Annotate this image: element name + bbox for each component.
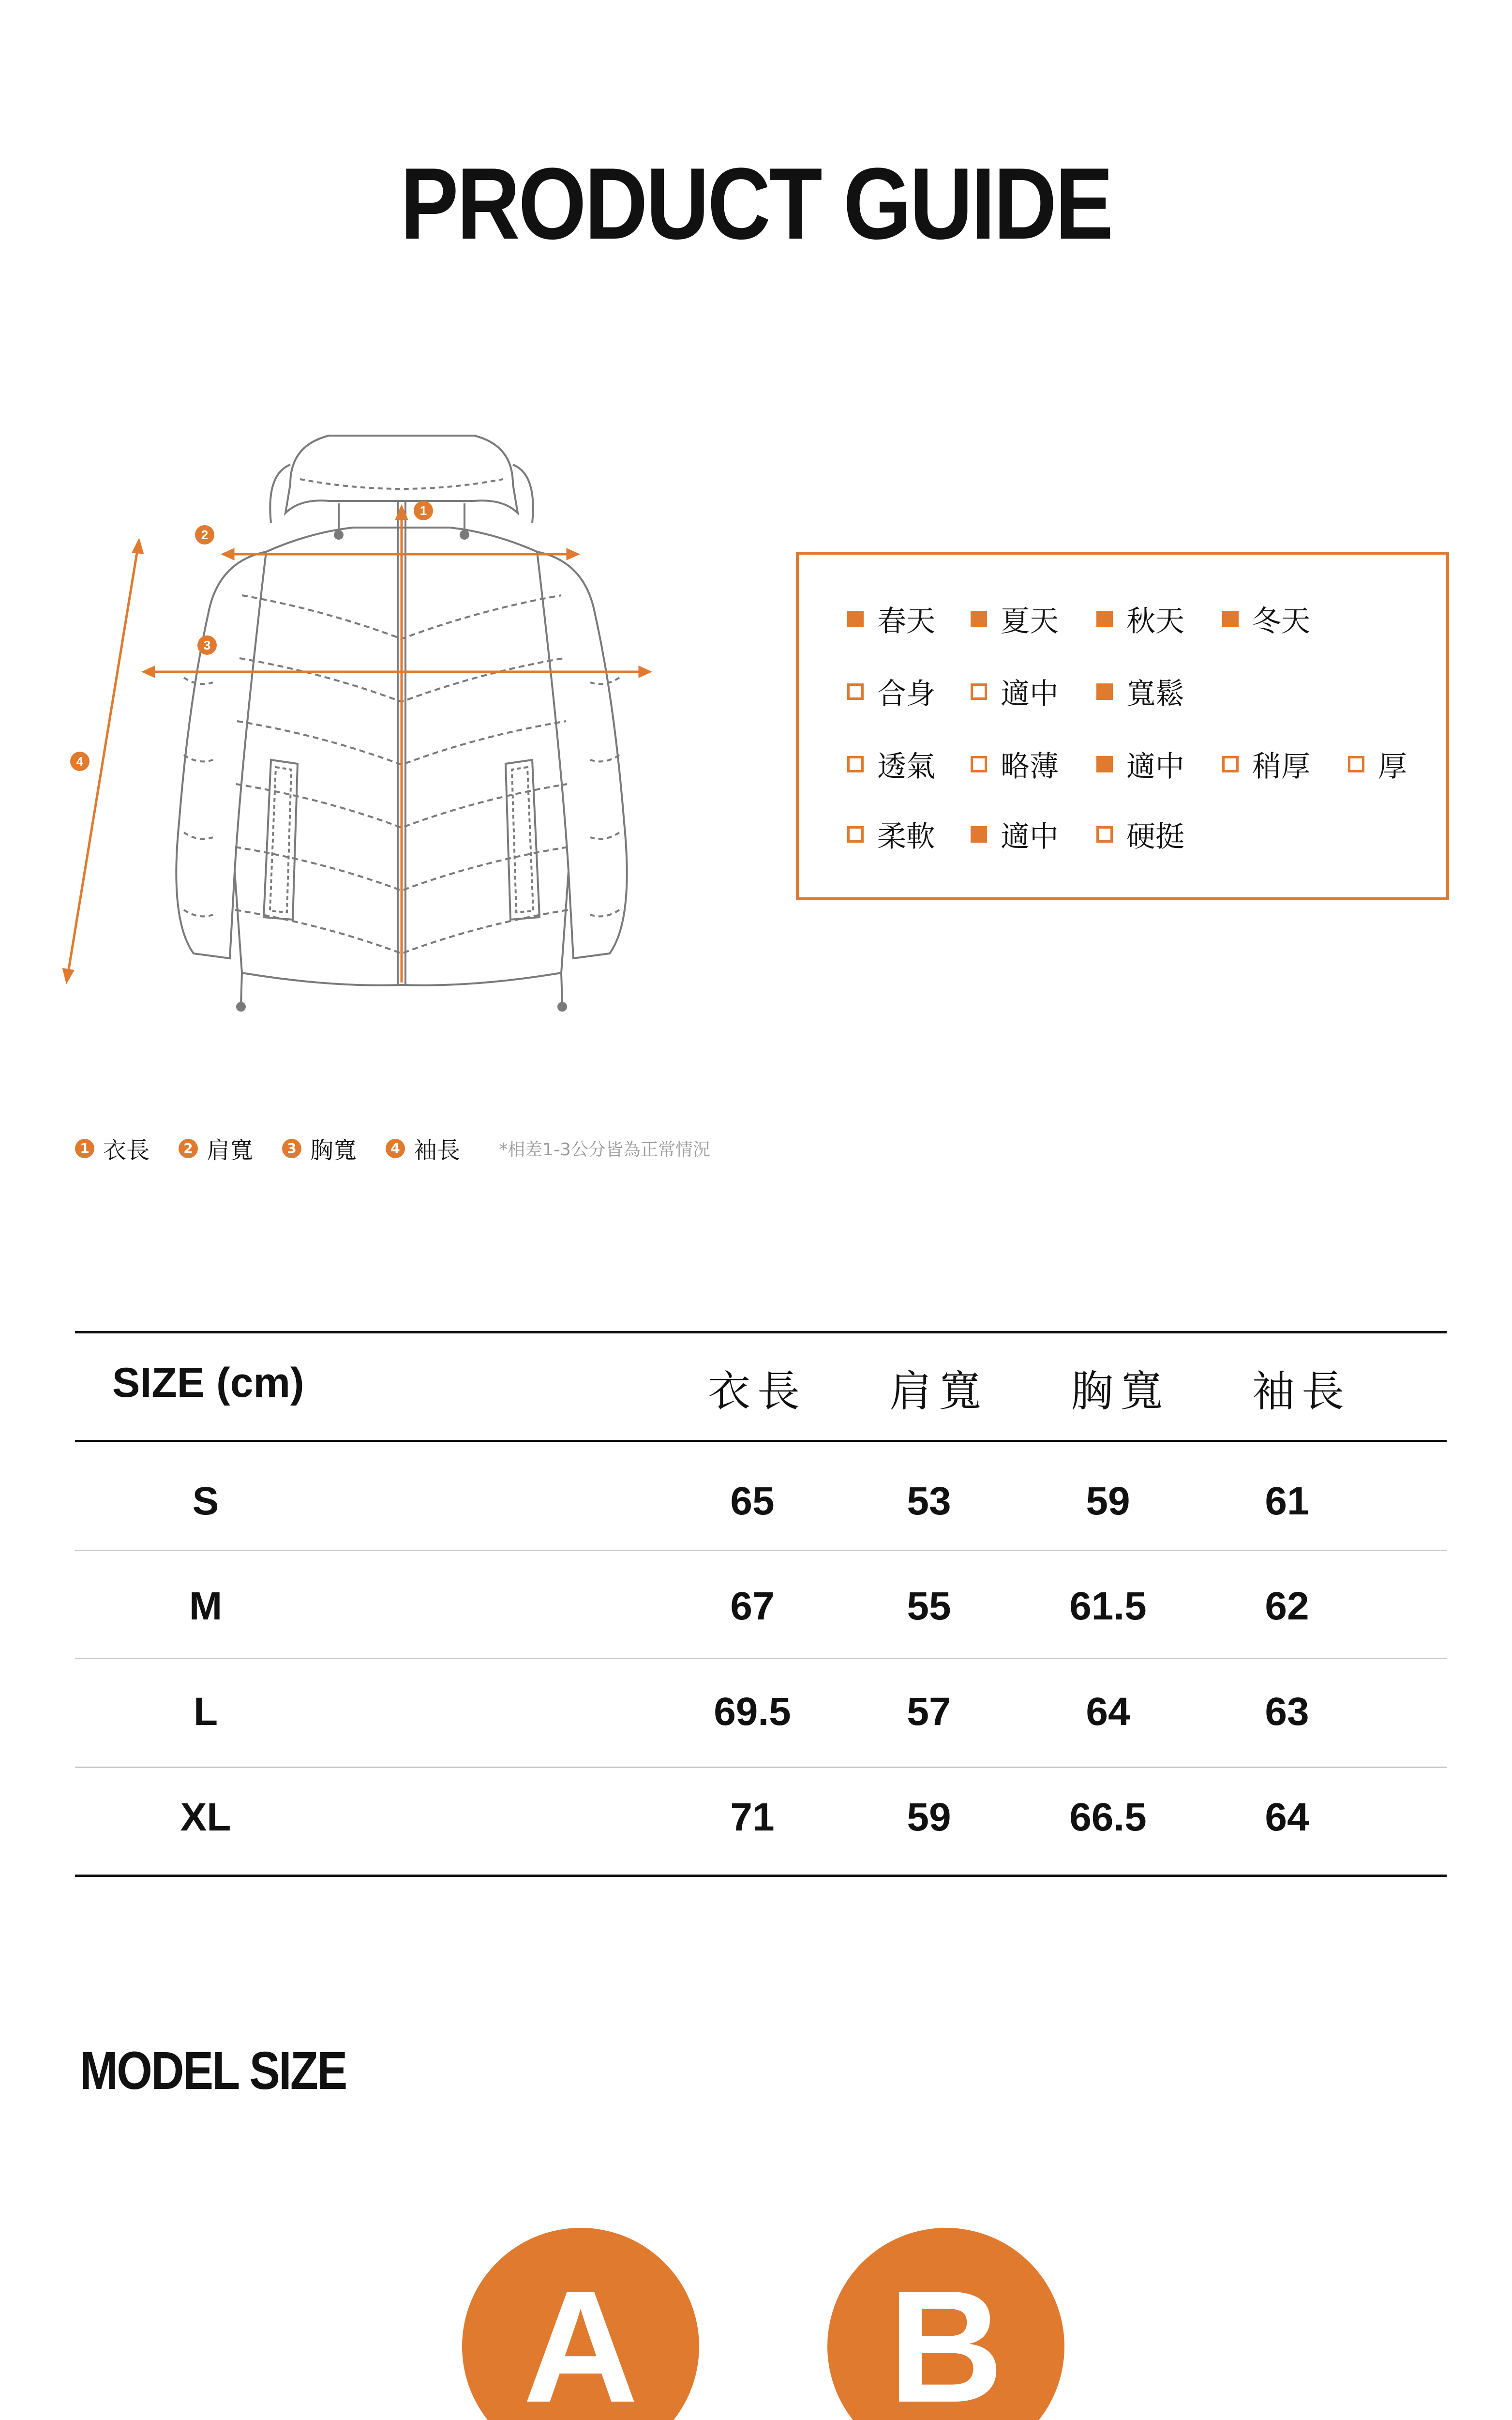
model-a-badge: A [462, 2228, 699, 2420]
size-column-header: SIZE (cm) [112, 1360, 304, 1406]
marker-1 [414, 501, 433, 520]
feature-item [847, 671, 935, 712]
checkbox-icon [847, 683, 864, 700]
feature-item [847, 743, 935, 785]
checkbox-icon [971, 826, 987, 843]
tolerance-note: *相差1-3公分皆為正常情況 [499, 1140, 710, 1160]
table-cell: 55 [907, 1584, 951, 1628]
feature-item [971, 671, 1059, 712]
table-cell: 53 [907, 1479, 951, 1523]
features-panel [796, 552, 1449, 900]
checkbox-icon [1096, 826, 1113, 843]
feature-item [1096, 814, 1184, 855]
checkbox-icon [847, 826, 864, 843]
jacket-diagram [39, 387, 692, 1026]
table-cell: 59 [1086, 1479, 1130, 1523]
model-size-title: MODEL SIZE [80, 2041, 346, 2101]
legend-item [179, 1132, 253, 1165]
number-badge: 4 [386, 1139, 405, 1158]
feature-item [1348, 743, 1407, 785]
row-divider [75, 1550, 1447, 1551]
feature-item [1096, 671, 1184, 712]
svg-text:3: 3 [203, 638, 211, 652]
legend-label: 袖長 [414, 1137, 461, 1164]
svg-text:4: 4 [76, 754, 84, 769]
table-cell: 66.5 [1069, 1795, 1147, 1839]
row-divider [75, 1767, 1447, 1768]
number-badge: 3 [282, 1139, 301, 1158]
legend-item [75, 1132, 150, 1165]
feature-item [971, 598, 1059, 640]
marker-3 [197, 635, 217, 655]
feature-item [971, 814, 1059, 855]
legend-label: 衣長 [103, 1137, 150, 1164]
size-cell: M [189, 1584, 223, 1628]
feature-item [847, 814, 935, 855]
feature-label: 厚 [1378, 750, 1407, 784]
table-cell: 69.5 [714, 1690, 791, 1734]
size-cell: L [193, 1690, 218, 1734]
checkbox-icon [1222, 611, 1239, 627]
feature-item [971, 743, 1059, 785]
shoulder-column-header: 肩寬 [889, 1366, 988, 1416]
marker-2 [195, 525, 214, 544]
table-header-rule [75, 1440, 1447, 1442]
feature-label: 秋天 [1126, 605, 1184, 638]
table-cell: 65 [730, 1479, 775, 1523]
checkbox-icon [1222, 756, 1239, 772]
table-top-rule [75, 1331, 1447, 1333]
table-cell: 63 [1265, 1690, 1309, 1734]
table-cell: 64 [1086, 1690, 1130, 1734]
feature-label: 略薄 [1001, 750, 1059, 784]
checkbox-icon [847, 756, 864, 772]
legend-item [386, 1132, 460, 1165]
table-cell: 61 [1265, 1479, 1309, 1523]
legend-item [282, 1132, 357, 1165]
checkbox-icon [1096, 611, 1113, 627]
table-cell: 61.5 [1069, 1584, 1147, 1628]
table-cell: 67 [730, 1584, 775, 1628]
checkbox-icon [847, 611, 864, 627]
feature-label: 合身 [877, 677, 935, 711]
feature-label: 稍厚 [1252, 750, 1310, 784]
table-bottom-rule [75, 1875, 1447, 1877]
feature-label: 冬天 [1252, 605, 1310, 638]
feature-label: 寬鬆 [1126, 677, 1184, 711]
legend-label: 胸寬 [310, 1137, 357, 1164]
feature-label: 春天 [877, 605, 935, 638]
feature-item [847, 598, 935, 640]
table-cell: 71 [730, 1795, 775, 1839]
row-divider [75, 1658, 1447, 1659]
checkbox-icon [971, 756, 987, 772]
feature-item [1222, 743, 1310, 785]
checkbox-icon [1348, 756, 1364, 772]
number-badge: 1 [75, 1139, 94, 1158]
feature-label: 硬挺 [1126, 820, 1184, 854]
checkbox-icon [971, 611, 987, 627]
measurement-legend [75, 1132, 710, 1165]
feature-item [1096, 743, 1184, 785]
feature-label: 適中 [1001, 820, 1059, 854]
table-cell: 59 [907, 1795, 951, 1839]
feature-label: 透氣 [877, 750, 935, 784]
sleeve-column-header: 袖長 [1252, 1366, 1351, 1416]
checkbox-icon [1096, 756, 1113, 772]
marker-4 [70, 752, 90, 771]
feature-label: 柔軟 [877, 820, 935, 854]
size-cell: S [192, 1479, 219, 1523]
checkbox-icon [971, 683, 987, 700]
svg-text:2: 2 [201, 528, 209, 542]
feature-label: 適中 [1001, 677, 1059, 711]
page-title: PRODUCT GUIDE [400, 147, 1112, 260]
table-cell: 57 [907, 1690, 951, 1734]
checkbox-icon [1096, 683, 1113, 700]
table-cell: 62 [1265, 1584, 1309, 1628]
feature-label: 適中 [1126, 750, 1184, 784]
svg-text:1: 1 [419, 503, 427, 518]
feature-item [1222, 598, 1310, 640]
length-column-header: 衣長 [707, 1366, 807, 1416]
size-cell: XL [180, 1795, 231, 1839]
number-badge: 2 [179, 1139, 198, 1158]
feature-item [1096, 598, 1184, 640]
feature-label: 夏天 [1001, 605, 1059, 638]
table-cell: 64 [1265, 1795, 1309, 1839]
model-b-badge: B [827, 2228, 1064, 2420]
chest-column-header: 胸寬 [1070, 1366, 1169, 1416]
legend-label: 肩寬 [207, 1137, 254, 1164]
